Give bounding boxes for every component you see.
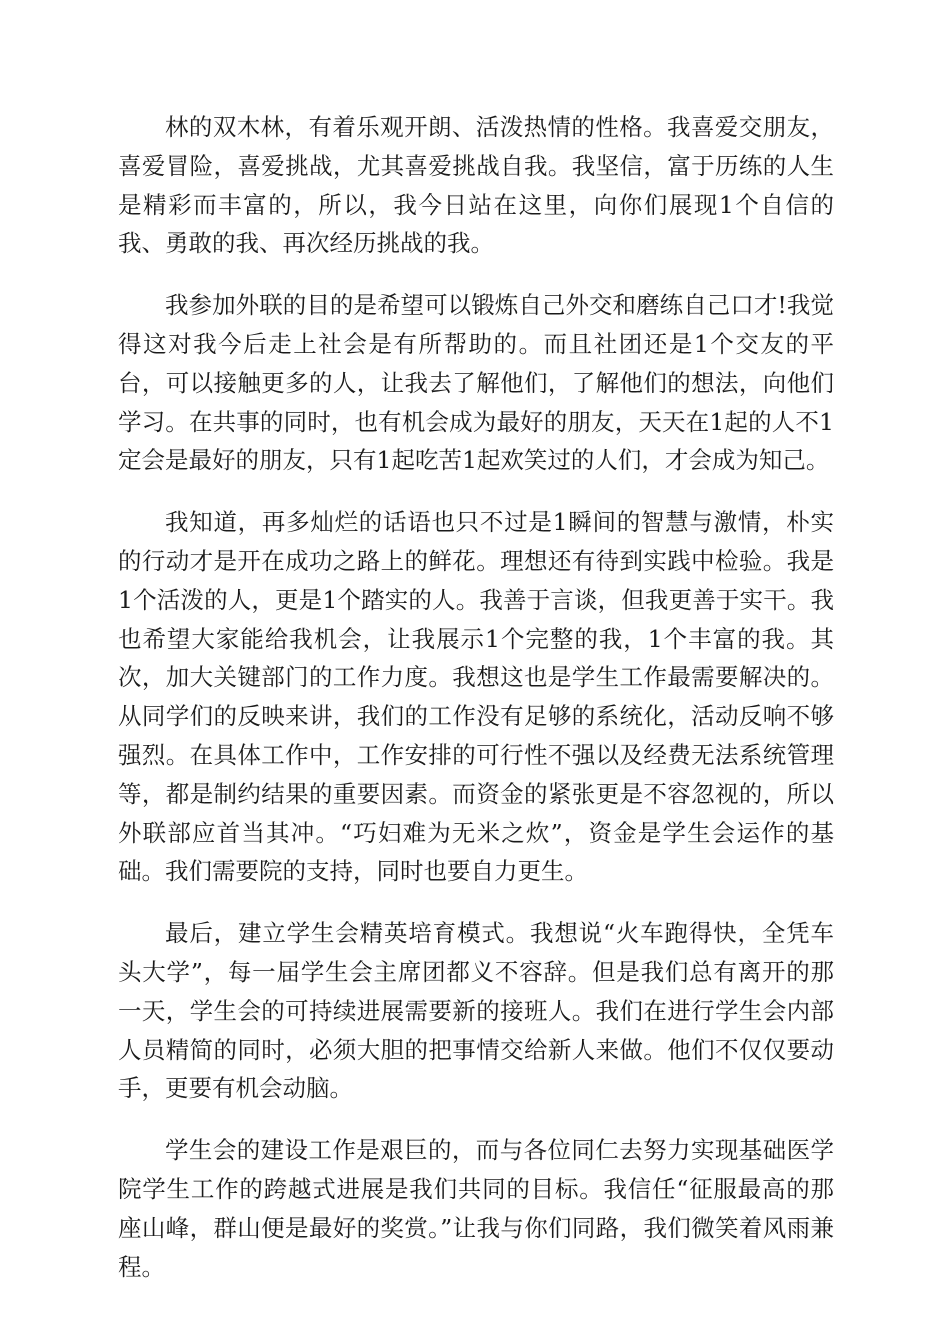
paragraph-4: 最后，建立学生会精英培育模式。我想说“火车跑得快，全凭车头大学”，每一届学生会主席团都义不容辞。但是我们总有离开的那一天，学生会的可持续进展需要新的接班人。我们在进行学生会内部人员精简的同时，必须大胆的把事情交给新人来做。他们不仅仅要动手，更要有机会动脑。: [118, 919, 834, 1103]
paragraph-1: 林的双木林，有着乐观开朗、活泼热情的性格。我喜爱交朋友，喜爱冒险，喜爱挑战，尤其喜爱挑战自我。我坚信，富于历练的人生是精彩而丰富的，所以，我今日站在这里，向你们展现1个自信的我、勇敢的我、再次经历挑战的我。: [118, 113, 834, 258]
paragraph-5: 学生会的建设工作是艰巨的，而与各位同仁去努力实现基础医学院学生工作的跨越式进展是我们共同的目标。我信任“征服最高的那座山峰，群山便是最好的奖赏。”让我与你们同路，我们微笑着风雨兼程。: [118, 1136, 834, 1281]
document-body: [118, 108, 834, 1309]
paragraph-3: 我知道，再多灿烂的话语也只不过是1瞬间的智慧与激情，朴实的行动才是开在成功之路上的鲜花。理想还有待到实践中检验。我是1个活泼的人，更是1个踏实的人。我善于言谈，但我更善于实干。我也希望大家能给我机会，让我展示1个完整的我，1个丰富的我。其次，加大关键部门的工作力度。我想这也是学生工作最需要解决的。从同学们的反映来讲，我们的工作没有足够的系统化，活动反响不够强烈。在具体工作中，工作安排的可行性不强以及经费无法系统管理等，都是制约结果的重要因素。而资金的紧张更是不容忽视的，所以外联部应首当其冲。“巧妇难为无米之炊”，资金是学生会运作的基础。我们需要院的支持，同时也要自力更生。: [118, 508, 834, 886]
paragraph-2: 我参加外联的目的是希望可以锻炼自己外交和磨练自己口才!我觉得这对我今后走上社会是有所帮助的。而且社团还是1个交友的平台，可以接触更多的人，让我去了解他们，了解他们的想法，向他们学习。在共事的同时，也有机会成为最好的朋友，天天在1起的人不1定会是最好的朋友，只有1起吃苦1起欢笑过的人们，才会成为知己。: [118, 291, 834, 475]
